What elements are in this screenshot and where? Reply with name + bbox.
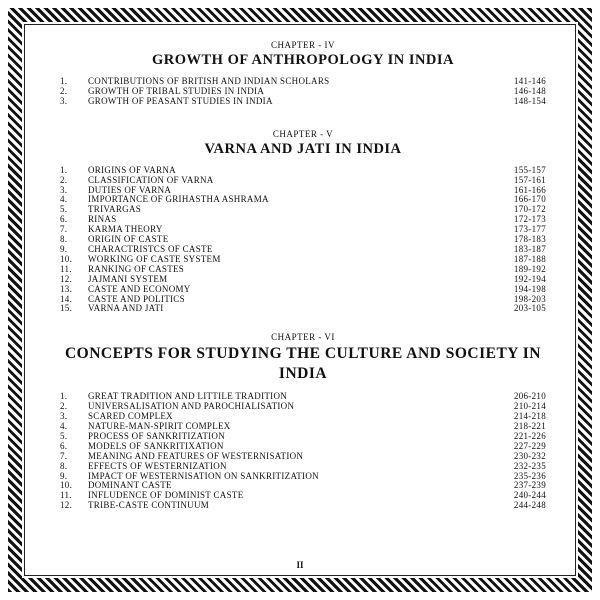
contents-list bbox=[60, 392, 546, 511]
contents-entry: 1. CONTRIBUTIONS OF BRITISH AND INDIAN SCHOLARS 141-146 bbox=[60, 76, 546, 86]
contents-entry: 9. CHARACTRISTCS OF CASTE 183-187 bbox=[60, 243, 546, 254]
contents-entry: 7. KARMA THEORY 173-177 bbox=[60, 224, 546, 235]
contents-entry: 8. ORIGIN OF CASTE 178-183 bbox=[60, 234, 546, 245]
contents-entry: 9. IMPACT OF WESTERNISATION ON SANKRITIZATION 235-236 bbox=[60, 470, 546, 481]
chapter-title: GROWTH OF ANTHROPOLOGY IN INDIA bbox=[151, 52, 455, 68]
contents-entry: 6. MODELS OF SANKRITIXATION 227-229 bbox=[60, 440, 546, 451]
contents-entry: 1. ORIGINS OF VARNA 155-157 bbox=[60, 164, 546, 175]
contents-entry: 5. PROCESS OF SANKRITIZATION 221-226 bbox=[60, 430, 546, 441]
contents-entry: 2. CLASSIFICATION OF VARNA 157-161 bbox=[60, 174, 546, 185]
contents-entry: 3. GROWTH OF PEASANT STUDIES IN INDIA 148-154 bbox=[60, 95, 546, 106]
contents-list bbox=[60, 166, 546, 315]
contents-entry: 15. VARNA AND JATI 203-105 bbox=[60, 303, 546, 314]
page-number: II bbox=[296, 560, 304, 570]
contents-entry: 14. CASTE AND POLITICS 198-203 bbox=[60, 293, 546, 304]
contents-entry: 4. IMPORTANCE OF GRIHASTHA ASHRAMA 166-170 bbox=[60, 194, 546, 205]
contents-page bbox=[60, 40, 546, 511]
contents-entry: 11. RANKING OF CASTES 189-192 bbox=[60, 263, 546, 274]
chapter-title: CONCEPTS FOR STUDYING THE CULTURE AND SOCIETY IN INDIA bbox=[64, 345, 542, 383]
contents-entry: 10. WORKING OF CASTE SYSTEM 187-188 bbox=[60, 253, 546, 264]
contents-entry: 12. JAJMANI SYSTEM 192-194 bbox=[60, 273, 546, 284]
contents-entry: 2. GROWTH OF TRIBAL STUDIES IN INDIA 146-148 bbox=[60, 85, 546, 96]
chapter-label: CHAPTER - VI bbox=[271, 332, 335, 343]
contents-entry: 3. SCARED COMPLEX 214-218 bbox=[60, 411, 546, 422]
contents-entry: 4. NATURE-MAN-SPIRIT COMPLEX 218-221 bbox=[60, 421, 546, 432]
chapter-label: CHAPTER - V bbox=[272, 128, 334, 139]
contents-entry: 12. TRIBE-CASTE CONTINUUM 244-248 bbox=[60, 500, 546, 511]
contents-entry: 5. TRIVARGAS 170-172 bbox=[60, 204, 546, 215]
contents-entry: 11. INFLUDENCE OF DOMINIST CASTE 240-244 bbox=[60, 490, 546, 501]
chapter-title: VARNA AND JATI IN INDIA bbox=[204, 140, 402, 157]
contents-entry: 2. UNIVERSALISATION AND PAROCHIALISATION 210-214 bbox=[60, 401, 546, 412]
contents-list bbox=[60, 77, 546, 107]
contents-entry: 10. DOMINANT CASTE 237-239 bbox=[60, 480, 546, 491]
chapter-label: CHAPTER - IV bbox=[271, 40, 335, 50]
contents-entry: 1. GREAT TRADITION AND LITTILE TRADITION 206-210 bbox=[60, 391, 546, 402]
contents-entry: 3. DUTIES OF VARNA 161-166 bbox=[60, 184, 546, 195]
contents-entry: 6. RINAS 172-173 bbox=[60, 214, 546, 225]
contents-entry: 8. EFFECTS OF WESTERNIZATION 232-235 bbox=[60, 460, 546, 471]
contents-entry: 13. CASTE AND ECONOMY 194-198 bbox=[60, 283, 546, 294]
contents-entry: 7. MEANING AND FEATURES OF WESTERNISATION 230-232 bbox=[60, 450, 546, 461]
